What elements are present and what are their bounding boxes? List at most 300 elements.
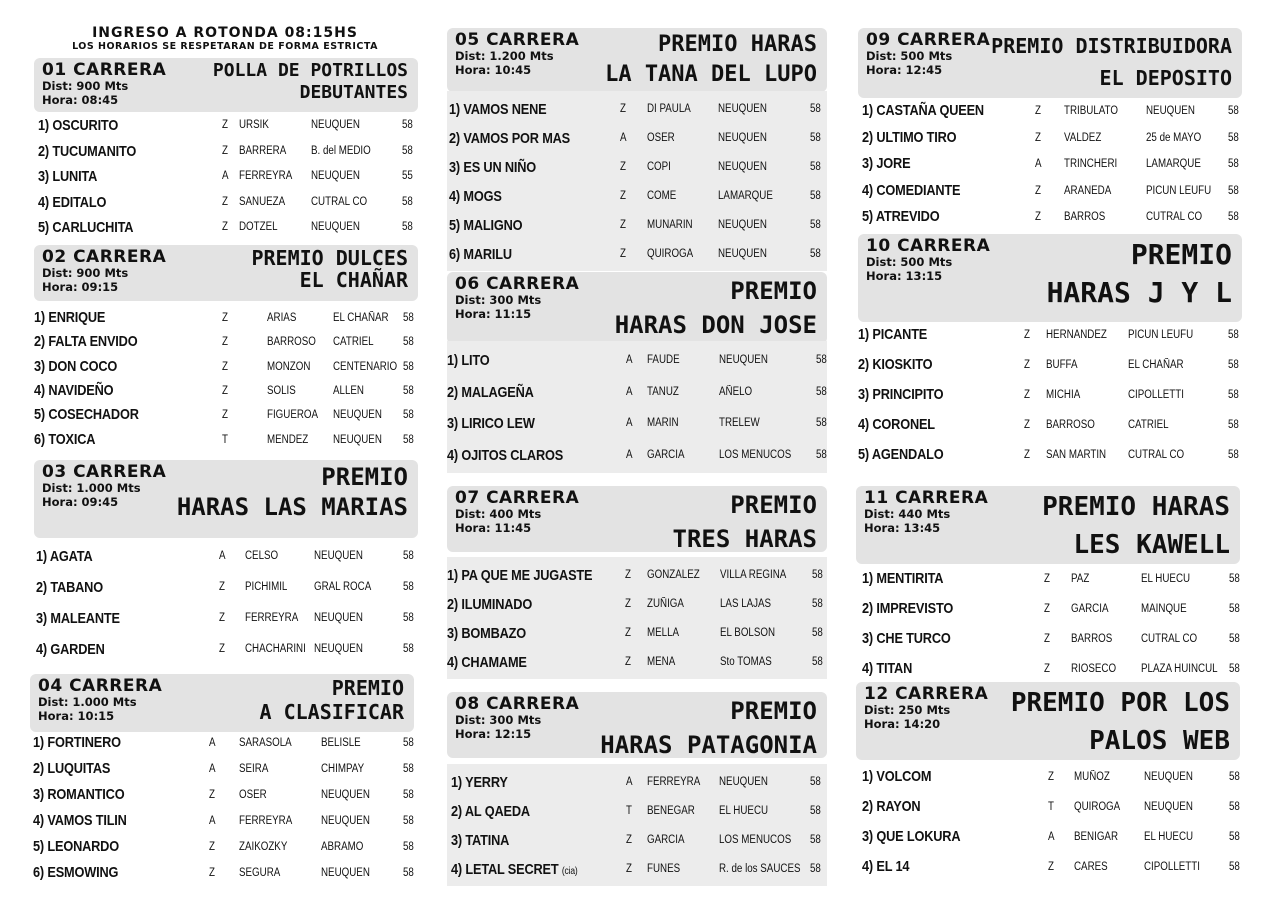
horse-name-text: 3) BOMBAZO xyxy=(447,625,527,642)
horse-name-text: 4) MOGS xyxy=(449,188,502,205)
category: A xyxy=(620,132,627,144)
entry-row xyxy=(858,98,1242,125)
race-distance: Dist: 1.200 Mts xyxy=(455,49,554,63)
entry-row xyxy=(447,561,827,590)
weight: 58 xyxy=(403,550,414,562)
category: Z xyxy=(219,643,225,655)
category: Z xyxy=(620,190,626,202)
jockey-name: VALDEZ xyxy=(1064,131,1102,144)
race-block-4 xyxy=(30,674,414,732)
jockey-name: FERREYRA xyxy=(647,776,701,788)
weight: 58 xyxy=(403,763,414,775)
entry-row xyxy=(856,624,1240,654)
entry-row xyxy=(447,826,827,855)
horse-name xyxy=(858,350,932,380)
horse-name xyxy=(38,164,97,190)
category: A xyxy=(209,763,216,775)
prize-line: LES KAWELL xyxy=(1073,530,1230,560)
race-distance: Dist: 300 Mts xyxy=(455,713,542,727)
race-info xyxy=(42,481,141,509)
race-time: Hora: 12:15 xyxy=(455,727,532,741)
jockey-name: PAZ xyxy=(1071,573,1090,585)
race-prize-title xyxy=(177,462,408,522)
jockey-name: ZUÑIGA xyxy=(647,598,684,610)
entries-list xyxy=(34,537,418,667)
horse-name xyxy=(36,572,103,603)
race-number: 06 CARRERA xyxy=(455,274,580,294)
jockey-name: FERREYRA xyxy=(245,612,299,624)
race-time: Hora: 13:15 xyxy=(866,269,943,283)
weight: 58 xyxy=(403,312,414,324)
horse-name xyxy=(38,139,136,165)
entry-row xyxy=(447,377,827,409)
horse-origin: NEUQUEN xyxy=(1144,771,1193,783)
horse-name-text: 3) MALEANTE xyxy=(36,610,120,627)
weight: 58 xyxy=(1229,801,1240,813)
horse-note: (cia) xyxy=(561,866,578,877)
race-distance: Dist: 1.000 Mts xyxy=(38,695,137,709)
entry-row xyxy=(34,215,418,241)
race-number: 09 CARRERA xyxy=(866,30,991,50)
weight: 58 xyxy=(402,119,413,131)
category: Z xyxy=(1044,573,1050,585)
jockey-name: ARANEDA xyxy=(1064,184,1112,197)
category: Z xyxy=(1048,861,1054,873)
horse-name-text: 1) OSCURITO xyxy=(38,117,119,134)
race-prize-title xyxy=(1011,684,1230,760)
weight: 58 xyxy=(1229,861,1240,873)
horse-name xyxy=(33,860,118,886)
race-prize-title xyxy=(615,274,817,342)
horse-name xyxy=(858,380,943,410)
entry-row xyxy=(447,648,827,677)
prize-line: HARAS LAS MARIAS xyxy=(176,493,408,521)
race-prize-title xyxy=(260,676,405,724)
weight: 58 xyxy=(1229,633,1240,645)
weight: 58 xyxy=(403,841,414,853)
horse-origin: CIPOLLETTI xyxy=(1128,389,1184,401)
horse-name-text: 6) MARILU xyxy=(449,246,512,263)
horse-name xyxy=(33,808,127,834)
weight: 58 xyxy=(1228,419,1239,431)
horse-name-text: 2) ULTIMO TIRO xyxy=(862,128,957,146)
jockey-name: TRINCHERI xyxy=(1064,158,1118,170)
race-prize-title xyxy=(213,60,408,104)
horse-origin: CUTRAL CO xyxy=(1146,211,1203,223)
horse-name-text: 3) ES UN NIÑO xyxy=(449,159,537,176)
race-header xyxy=(34,245,418,301)
category: Z xyxy=(219,612,225,624)
horse-name-text: 3) PRINCIPITO xyxy=(858,386,944,403)
horse-name-text: 5) CARLUCHITA xyxy=(38,219,134,236)
race-prize-title xyxy=(1042,488,1230,564)
race-info xyxy=(455,49,554,77)
entry-row xyxy=(447,768,827,797)
race-time: Hora: 11:15 xyxy=(455,307,532,321)
entry-row xyxy=(858,178,1242,205)
horse-name xyxy=(34,428,95,452)
horse-origin: NEUQUEN xyxy=(321,789,370,801)
horse-name-text: 3) JORE xyxy=(862,155,911,172)
horse-origin: NEUQUEN xyxy=(718,219,767,231)
horse-name-text: 2) KIOSKITO xyxy=(858,356,933,373)
weight: 58 xyxy=(810,863,821,875)
entry-row xyxy=(856,762,1240,792)
horse-name xyxy=(862,564,943,594)
category: Z xyxy=(625,569,631,581)
horse-origin: LAS LAJAS xyxy=(720,598,772,610)
category: Z xyxy=(209,841,215,853)
weight: 58 xyxy=(403,789,414,801)
horse-name xyxy=(449,240,512,269)
entry-row xyxy=(856,594,1240,624)
horse-origin: NEUQUEN xyxy=(321,867,370,879)
race-block-10 xyxy=(858,234,1242,322)
horse-name xyxy=(38,190,106,216)
horse-origin: LOS MENUCOS xyxy=(719,834,792,846)
entry-row xyxy=(856,822,1240,852)
category: Z xyxy=(222,360,228,373)
race-distance: Dist: 900 Mts xyxy=(42,266,129,280)
weight: 58 xyxy=(403,581,414,593)
jockey-name: HERNANDEZ xyxy=(1046,329,1107,341)
race-info xyxy=(38,695,137,723)
horse-origin: NEUQUEN xyxy=(719,776,768,788)
jockey-name: BUFFA xyxy=(1046,359,1078,371)
jockey-name: BARROS xyxy=(1064,211,1106,223)
weight: 58 xyxy=(810,776,821,788)
horse-name-text: 2) RAYON xyxy=(862,798,921,815)
horse-origin: AÑELO xyxy=(719,385,753,398)
horse-origin: CUTRAL CO xyxy=(1128,449,1185,461)
prize-line: PREMIO HARAS xyxy=(1042,492,1230,522)
entries-list xyxy=(34,109,418,243)
schedule-warning: LOS HORARIOS SE RESPETARAN DE FORMA ESTRICTA xyxy=(72,41,378,52)
horse-origin: NEUQUEN xyxy=(333,409,382,422)
weight: 58 xyxy=(403,409,414,422)
horse-name xyxy=(862,151,910,178)
horse-name xyxy=(451,826,509,855)
race-number: 01 CARRERA xyxy=(42,60,167,80)
jockey-name: FERREYRA xyxy=(239,170,293,182)
category: Z xyxy=(626,863,632,875)
race-header xyxy=(447,692,827,758)
race-block-11 xyxy=(856,486,1240,564)
horse-name-text: 3) LIRICO LEW xyxy=(447,415,535,432)
race-number: 05 CARRERA xyxy=(455,30,580,50)
race-distance: Dist: 900 Mts xyxy=(42,79,129,93)
horse-origin: CIPOLLETTI xyxy=(1144,861,1200,873)
entry-row xyxy=(30,730,414,756)
weight: 58 xyxy=(1228,211,1239,223)
race-info xyxy=(455,293,541,321)
horse-name-text: 1) ENRIQUE xyxy=(34,309,106,326)
entries-list xyxy=(856,758,1240,884)
race-time: Hora: 14:20 xyxy=(864,717,941,731)
horse-name-text: 1) AGATA xyxy=(36,548,93,565)
weight: 58 xyxy=(810,805,821,817)
category: Z xyxy=(209,789,215,801)
horse-name-text: 5) LEONARDO xyxy=(33,838,119,855)
category: Z xyxy=(222,312,228,324)
horse-name-text: 1) PA QUE ME JUGASTE xyxy=(447,567,593,584)
entry-row xyxy=(856,852,1240,882)
jockey-name: ARIAS xyxy=(267,312,297,324)
horse-name-text: 3) ROMANTICO xyxy=(33,786,125,803)
horse-name-text: 4) VAMOS TILIN xyxy=(33,812,127,829)
entry-row xyxy=(856,564,1240,594)
category: Z xyxy=(1024,359,1030,371)
horse-origin: NEUQUEN xyxy=(719,354,768,366)
entry-notice xyxy=(30,25,420,53)
race-time: Hora: 13:45 xyxy=(864,521,941,535)
entry-row xyxy=(858,204,1242,231)
horse-origin: CENTENARIO xyxy=(333,360,398,373)
category: Z xyxy=(1035,211,1041,223)
horse-origin: NEUQUEN xyxy=(718,161,767,173)
jockey-name: MICHIA xyxy=(1046,389,1081,401)
entries-list xyxy=(447,557,827,679)
horse-origin: B. del MEDIO xyxy=(311,144,371,157)
jockey-name: GARCIA xyxy=(647,448,685,461)
horse-name-text: 1) CASTAÑA QUEEN xyxy=(862,102,984,119)
horse-name xyxy=(447,590,532,619)
race-header xyxy=(34,58,418,112)
horse-name xyxy=(33,782,124,808)
prize-line: A CLASIFICAR xyxy=(259,700,404,724)
entry-row xyxy=(34,403,418,427)
horse-name-text: 4) TITAN xyxy=(862,660,913,677)
jockey-name: BARROSO xyxy=(1046,419,1095,431)
entries-list xyxy=(447,91,827,271)
horse-origin: NEUQUEN xyxy=(314,550,363,562)
weight: 58 xyxy=(1229,663,1240,675)
weight: 58 xyxy=(810,161,821,173)
entry-row xyxy=(858,320,1242,350)
prize-line: PALOS WEB xyxy=(1089,726,1230,756)
horse-origin: CATRIEL xyxy=(333,336,374,349)
entry-row xyxy=(858,350,1242,380)
entries-list xyxy=(856,560,1240,686)
horse-name-text: 4) GARDEN xyxy=(36,641,105,658)
weight: 58 xyxy=(812,656,823,668)
horse-name-text: 3) QUE LOKURA xyxy=(862,828,961,845)
category: Z xyxy=(1044,603,1050,615)
weight: 58 xyxy=(816,417,827,429)
entry-row xyxy=(447,240,827,269)
horse-name xyxy=(34,379,113,403)
entry-row xyxy=(447,855,827,884)
horse-origin: LAMARQUE xyxy=(1146,158,1201,170)
race-time: Hora: 11:45 xyxy=(455,521,532,535)
race-prize-title xyxy=(1047,236,1232,312)
category: Z xyxy=(1035,184,1041,197)
category: A xyxy=(1048,831,1055,843)
race-header xyxy=(30,674,414,732)
prize-line: PREMIO xyxy=(730,491,817,519)
category: Z xyxy=(1024,419,1030,431)
horse-name xyxy=(36,603,120,634)
weight: 58 xyxy=(1228,359,1239,371)
horse-origin: BELISLE xyxy=(321,737,361,749)
entry-row xyxy=(34,379,418,403)
category: Z xyxy=(1024,389,1030,401)
category: Z xyxy=(620,219,626,231)
horse-name-text: 2) VAMOS POR MAS xyxy=(449,130,571,147)
race-header xyxy=(856,486,1240,564)
horse-name xyxy=(862,125,956,152)
horse-name xyxy=(34,403,139,427)
weight: 58 xyxy=(403,384,414,397)
horse-name xyxy=(858,410,935,440)
entry-row xyxy=(447,440,827,472)
horse-name xyxy=(447,619,526,648)
weight: 58 xyxy=(403,433,414,446)
weight: 58 xyxy=(812,627,823,639)
entry-row xyxy=(447,124,827,153)
entry-row xyxy=(858,410,1242,440)
entry-row xyxy=(447,95,827,124)
prize-line: TRES HARAS xyxy=(672,525,817,552)
entry-row xyxy=(447,619,827,648)
race-number: 12 CARRERA xyxy=(864,684,989,704)
weight: 58 xyxy=(1228,184,1239,197)
jockey-name: MENA xyxy=(647,656,676,668)
horse-origin: CHIMPAY xyxy=(321,763,365,775)
horse-name xyxy=(862,852,909,882)
jockey-name: FIGUEROA xyxy=(267,409,319,422)
race-block-7 xyxy=(447,486,827,552)
horse-origin: R. de los SAUCES xyxy=(719,863,801,875)
weight: 58 xyxy=(1229,771,1240,783)
jockey-name: CHACHARINI xyxy=(245,643,306,655)
race-block-3 xyxy=(34,460,418,538)
horse-name xyxy=(862,204,939,231)
horse-origin: VILLA REGINA xyxy=(720,569,787,581)
entry-row xyxy=(858,151,1242,178)
category: Z xyxy=(1035,105,1041,117)
category: A xyxy=(209,737,216,749)
horse-name xyxy=(862,762,931,792)
race-block-9 xyxy=(858,28,1242,98)
category: Z xyxy=(625,598,631,610)
entry-row xyxy=(447,408,827,440)
weight: 58 xyxy=(812,598,823,610)
race-number: 11 CARRERA xyxy=(864,488,989,508)
jockey-name: CELSO xyxy=(245,550,279,562)
entry-row xyxy=(30,756,414,782)
entry-row xyxy=(34,572,418,603)
weight: 58 xyxy=(403,336,414,349)
category: A xyxy=(209,815,216,827)
weight: 58 xyxy=(1229,573,1240,585)
entry-row xyxy=(34,428,418,452)
horse-name xyxy=(451,768,508,797)
race-number: 07 CARRERA xyxy=(455,488,580,508)
horse-origin: NEUQUEN xyxy=(333,433,382,446)
entry-row xyxy=(30,834,414,860)
horse-name xyxy=(34,355,117,379)
weight: 58 xyxy=(1228,329,1239,341)
jockey-name: FUNES xyxy=(647,863,681,875)
entry-row xyxy=(447,797,827,826)
race-header xyxy=(447,28,827,92)
weight: 58 xyxy=(1228,105,1239,117)
jockey-name: GARCIA xyxy=(1071,603,1109,615)
horse-name xyxy=(33,730,121,756)
horse-origin: NEUQUEN xyxy=(314,643,363,655)
horse-origin: EL HUECU xyxy=(1141,573,1191,585)
prize-line: POLLA DE POTRILLOS xyxy=(212,60,408,81)
weight: 58 xyxy=(1228,449,1239,461)
horse-name-text: 3) LUNITA xyxy=(38,168,98,185)
weight: 58 xyxy=(812,569,823,581)
jockey-name: MUÑOZ xyxy=(1074,771,1110,783)
race-distance: Dist: 300 Mts xyxy=(455,293,542,307)
category: Z xyxy=(1044,663,1050,675)
jockey-name: MONZON xyxy=(267,360,311,373)
race-prize-title xyxy=(991,30,1232,94)
jockey-name: OSER xyxy=(239,789,267,801)
category: Z xyxy=(222,221,228,233)
race-distance: Dist: 500 Mts xyxy=(866,255,953,269)
race-info xyxy=(864,703,950,731)
weight: 58 xyxy=(403,815,414,827)
horse-origin: NEUQUEN xyxy=(321,815,370,827)
weight: 58 xyxy=(402,221,413,233)
entry-row xyxy=(34,355,418,379)
horse-name xyxy=(451,797,530,826)
horse-name xyxy=(858,320,927,350)
category: A xyxy=(626,385,633,398)
category: Z xyxy=(620,161,626,173)
horse-name-text: 3) TATINA xyxy=(451,832,510,849)
horse-origin: NEUQUEN xyxy=(718,248,767,260)
entry-row xyxy=(34,164,418,190)
entry-row xyxy=(34,330,418,354)
weight: 58 xyxy=(810,103,821,115)
prize-line: LA TANA DEL LUPO xyxy=(605,62,817,87)
jockey-name: FAUDE xyxy=(647,354,680,366)
horse-origin: PICUN LEUFU xyxy=(1146,184,1212,197)
prize-line: EL CHAÑAR xyxy=(299,268,408,292)
category: A xyxy=(626,354,633,366)
weight: 58 xyxy=(403,643,414,655)
horse-origin: PICUN LEUFU xyxy=(1128,329,1194,341)
race-info xyxy=(42,266,128,294)
weight: 58 xyxy=(816,385,827,398)
race-info xyxy=(455,507,541,535)
horse-name-text: 6) ESMOWING xyxy=(33,864,119,881)
horse-name xyxy=(34,306,105,330)
horse-name xyxy=(862,594,953,624)
jockey-name: ZAIKOZKY xyxy=(239,841,288,853)
horse-name-text: 2) AL QAEDA xyxy=(451,803,530,820)
race-block-5 xyxy=(447,28,827,92)
prize-line: PREMIO DISTRIBUIDORA xyxy=(991,34,1232,58)
jockey-name: MENDEZ xyxy=(267,433,309,446)
horse-origin: EL HUECU xyxy=(1144,831,1194,843)
weight: 58 xyxy=(403,867,414,879)
category: Z xyxy=(222,409,228,422)
horse-name-text: 3) DON COCO xyxy=(34,357,118,375)
jockey-name: PICHIMIL xyxy=(245,581,288,593)
category: A xyxy=(219,550,226,562)
entry-row xyxy=(856,654,1240,684)
weight: 58 xyxy=(810,190,821,202)
entry-row xyxy=(447,153,827,182)
prize-line: HARAS PATAGONIA xyxy=(600,731,817,758)
